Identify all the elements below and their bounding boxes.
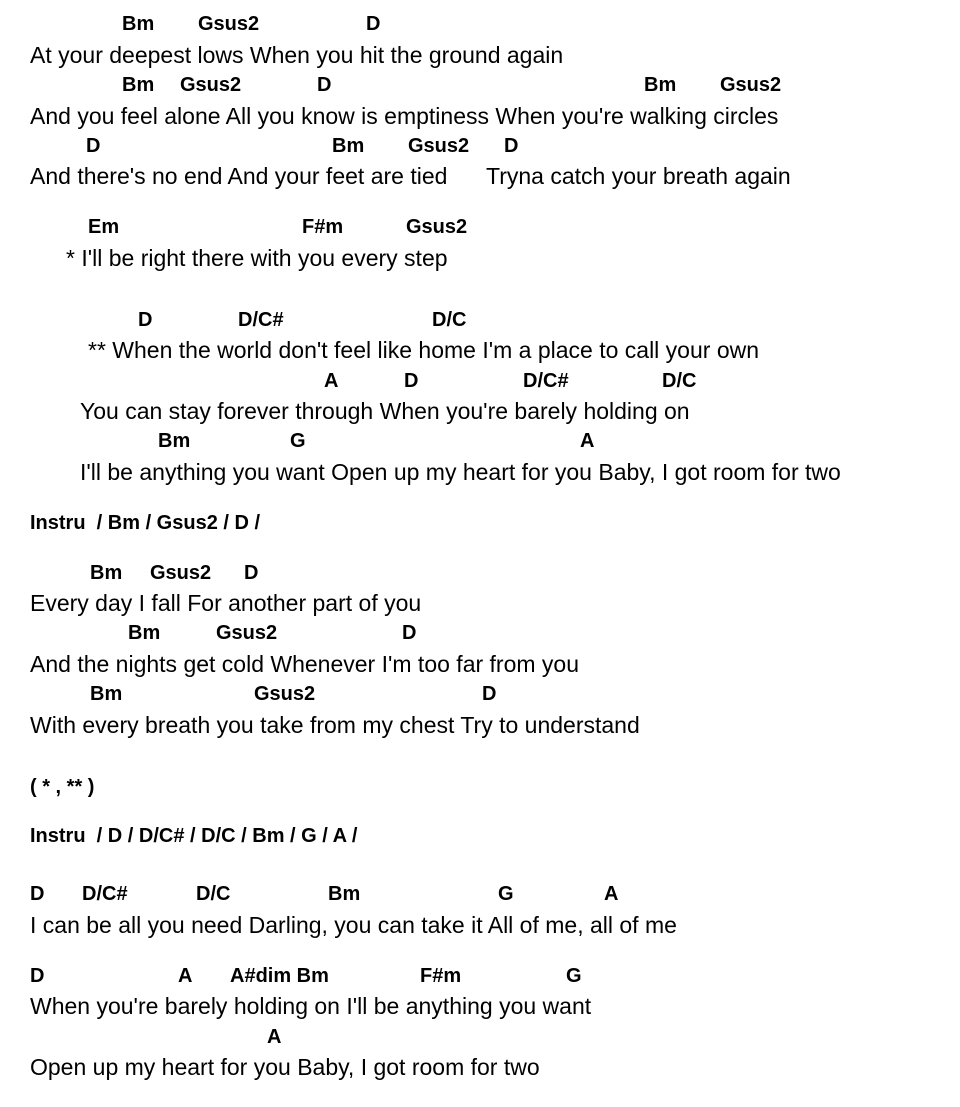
chord-d-csharp: D/C# bbox=[523, 370, 569, 392]
lyric-line: And there's no end And your feet are tied bbox=[30, 163, 448, 189]
chord-bm: Bm bbox=[90, 683, 123, 705]
chord-gsus2: Gsus2 bbox=[254, 683, 316, 705]
chord-d: D bbox=[138, 309, 153, 331]
chord-a: A bbox=[604, 883, 619, 905]
chord-bm: Bm bbox=[122, 74, 155, 96]
chord-d: D bbox=[317, 74, 332, 96]
lyric-line: And you feel alone All you know is emptiness When you're walking circles bbox=[30, 103, 779, 129]
lyric-line: When you're barely holding on I'll be anything you want bbox=[30, 993, 592, 1019]
chord-gsus2: Gsus2 bbox=[198, 13, 260, 35]
chord-gsus2: Gsus2 bbox=[150, 562, 212, 584]
chord-bm: Bm bbox=[128, 622, 161, 644]
chord-d-csharp: D/C# bbox=[238, 309, 284, 331]
chord-d: D bbox=[30, 883, 45, 905]
chord-gsus2: Gsus2 bbox=[216, 622, 278, 644]
chord-gsus2: Gsus2 bbox=[180, 74, 242, 96]
chord-g: G bbox=[498, 883, 514, 905]
chord-d-c: D/C bbox=[662, 370, 697, 392]
chord-d: D bbox=[86, 135, 101, 157]
chord-d: D bbox=[30, 965, 45, 987]
chord-d-csharp: D/C# bbox=[82, 883, 128, 905]
chord-a: A bbox=[324, 370, 339, 392]
chord-d: D bbox=[244, 562, 259, 584]
lyric-line: * I'll be right there with you every step bbox=[66, 245, 448, 271]
lyric-line: Open up my heart for you Baby, I got room for two bbox=[30, 1054, 540, 1080]
chord-d: D bbox=[404, 370, 419, 392]
chord-gsus2: Gsus2 bbox=[408, 135, 470, 157]
instrumental-line: Instru / D / D/C# / D/C / Bm / G / A / bbox=[30, 825, 358, 847]
lyric-line: I'll be anything you want Open up my heart for you Baby, I got room for two bbox=[80, 459, 841, 485]
chord-g: G bbox=[566, 965, 582, 987]
chord-bm: Bm bbox=[122, 13, 155, 35]
lyric-line: Tryna catch your breath again bbox=[486, 163, 791, 189]
instrumental-line: Instru / Bm / Gsus2 / D / bbox=[30, 512, 261, 534]
lyric-line: Every day I fall For another part of you bbox=[30, 590, 422, 616]
chord-d-c: D/C bbox=[432, 309, 467, 331]
lyric-line: You can stay forever through When you're barely holding on bbox=[80, 398, 690, 424]
lyric-line: At your deepest lows When you hit the ground again bbox=[30, 42, 564, 68]
lyric-line: ** When the world don't feel like home I'm a place to call your own bbox=[88, 337, 760, 363]
chord-a: A bbox=[178, 965, 193, 987]
chord-d: D bbox=[504, 135, 519, 157]
chord-d: D bbox=[482, 683, 497, 705]
chord-fsharp-m: F#m bbox=[420, 965, 462, 987]
chord-a: A bbox=[580, 430, 595, 452]
lyric-line: With every breath you take from my chest Try to understand bbox=[30, 712, 640, 738]
chord-d-c: D/C bbox=[196, 883, 231, 905]
chord-a: A bbox=[267, 1026, 282, 1048]
chord-g: G bbox=[290, 430, 306, 452]
chord-bm: Bm bbox=[158, 430, 191, 452]
chord-bm: Bm bbox=[332, 135, 365, 157]
chord-bm: Bm bbox=[90, 562, 123, 584]
repeat-marker: ( * , ** ) bbox=[30, 776, 95, 798]
chord-d: D bbox=[402, 622, 417, 644]
chord-d: D bbox=[366, 13, 381, 35]
chord-bm: Bm bbox=[328, 883, 361, 905]
chord-em: Em bbox=[88, 216, 120, 238]
chord-fsharp-m: F#m bbox=[302, 216, 344, 238]
lyric-line: And the nights get cold Whenever I'm too far from you bbox=[30, 651, 580, 677]
chord-bm: Bm bbox=[644, 74, 677, 96]
chord-asharp-dim-bm: A#dim Bm bbox=[230, 965, 329, 987]
lyric-line: I can be all you need Darling, you can take it All of me, all of me bbox=[30, 912, 677, 938]
chord-gsus2: Gsus2 bbox=[720, 74, 782, 96]
chord-gsus2: Gsus2 bbox=[406, 216, 468, 238]
